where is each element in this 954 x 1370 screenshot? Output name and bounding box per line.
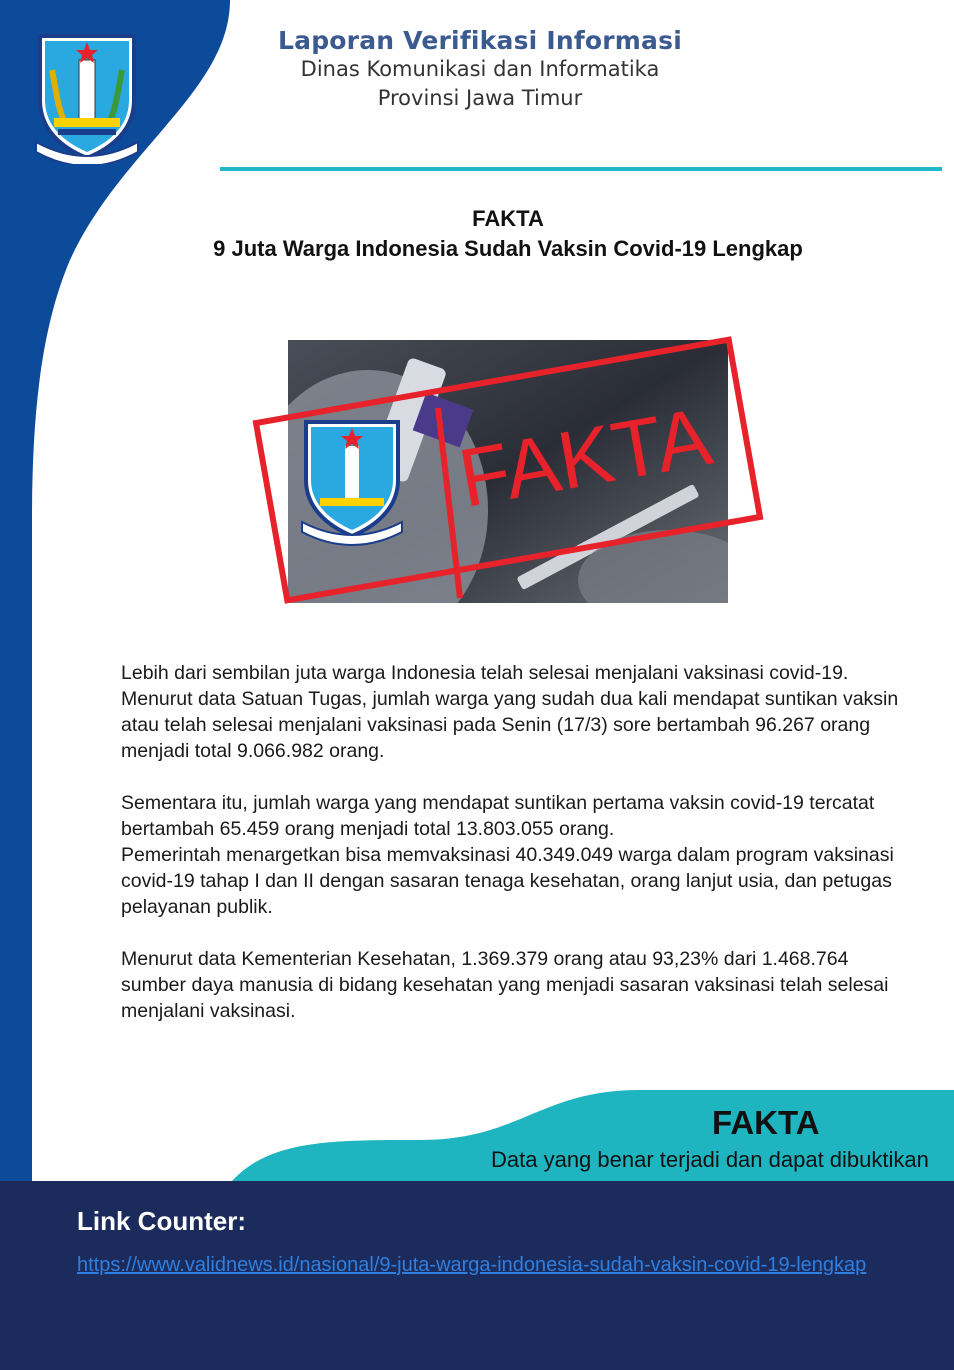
stamp-emblem [302,422,402,545]
paragraph-2b: Pemerintah menargetkan bisa memvaksinasi 40.349.049 warga dalam program vaksinasi covid-19 tahap I dan II dengan sasaran tenaga kesehatan, orang lanjut usia, dan petugas pelayanan publik. [121,844,894,918]
report-header [230,26,730,113]
paragraph-3: Menurut data Kementerian Kesehatan, 1.369.379 orang atau 93,23% dari 1.468.764 sumber daya manusia di bidang kesehatan yang menjadi sasaran vaksinasi telah selesai menjalani vaksinasi. [121,948,889,1022]
agency-name: Dinas Komunikasi dan Informatika [300,57,660,81]
jawa-timur-emblem [32,30,142,164]
header-divider [220,167,942,171]
verdict-label: FAKTA [712,1104,820,1141]
counter-link[interactable]: https://www.validnews.id/nasional/9-juta-warga-indonesia-sudah-vaksin-covid-19-lengkap [77,1254,867,1276]
headline [60,204,954,264]
stamp-text: FAKTA [452,391,719,525]
link-counter-title: Link Counter: [77,1206,246,1236]
province-name: Provinsi Jawa Timur [377,86,583,110]
headline-label: FAKTA [472,206,544,231]
paragraph-2a: Sementara itu, jumlah warga yang mendapat suntikan pertama vaksin covid-19 tercatat bertambah 65.459 orang menjadi total 13.803.055 orang. [121,792,875,840]
article-body [121,660,911,1050]
paragraph-1: Lebih dari sembilan juta warga Indonesia telah selesai menjalani vaksinasi covid-19. Menurut data Satuan Tugas, jumlah warga yang sudah dua kali mendapat suntikan vaksin atau telah selesai menjalani vaksinasi pada Senin (17/3) sore bertambah 96.267 orang menjadi total 9.066.982 orang. [121,662,899,762]
verdict-description: Data yang benar terjadi dan dapat dibuktikan [491,1147,929,1172]
paragraph-2 [121,790,911,920]
headline-title: 9 Juta Warga Indonesia Sudah Vaksin Covid-19 Lengkap [213,236,803,261]
report-title: Laporan Verifikasi Informasi [278,26,682,55]
fakta-stamp [262,340,762,610]
